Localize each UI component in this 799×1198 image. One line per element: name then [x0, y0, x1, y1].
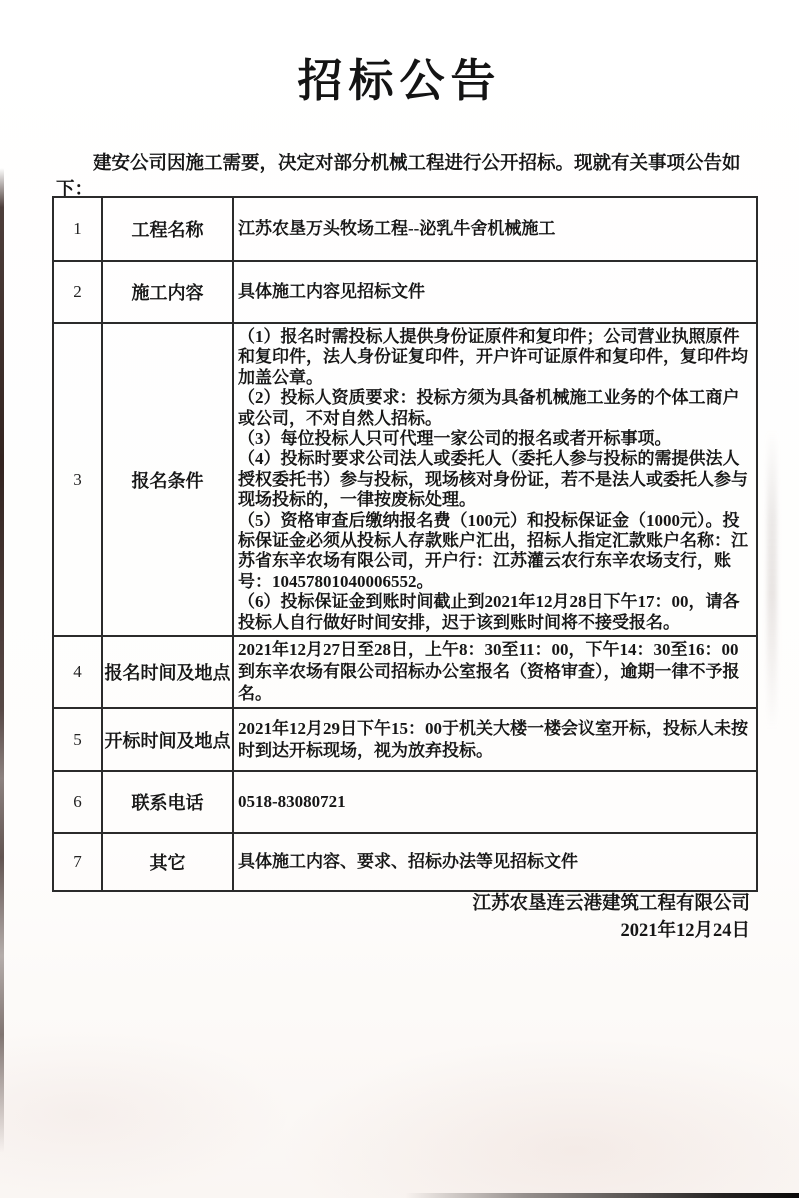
scan-artifact-left-edge: [0, 168, 4, 1153]
row-number: 4: [53, 636, 102, 708]
scan-artifact-right-streak: [767, 430, 777, 730]
row-label: 报名条件: [102, 323, 233, 636]
table-row-registration-conditions: [53, 323, 757, 636]
table-row-construction-content: [53, 261, 757, 323]
announcement-table: [52, 196, 758, 892]
row-number: 3: [53, 323, 102, 636]
footer-date: 2021年12月24日: [620, 921, 750, 941]
condition-item-2: （2）投标人资质要求：投标方须为具备机械施工业务的个体工商户或公司，不对自然人招标。: [238, 388, 740, 428]
row-number: 5: [53, 708, 102, 771]
row-label: 开标时间及地点: [102, 708, 233, 771]
row-content: 2021年12月29日下午15：00于机关大楼一楼会议室开标，投标人未按时到达开标现场，视为放弃投标。: [233, 708, 757, 771]
table-row-other: [53, 833, 757, 891]
table-row-contact-phone: [53, 771, 757, 833]
row-number: 7: [53, 833, 102, 891]
row-label: 施工内容: [102, 261, 233, 323]
row-label: 联系电话: [102, 771, 233, 833]
row-content: 2021年12月27日至28日，上午8：30至11：00，下午14：30至16：00到东辛农场有限公司招标办公室报名（资格审查），逾期一律不予报名。: [233, 636, 757, 708]
page-title: 招标公告: [297, 56, 502, 106]
row-content: [233, 323, 757, 636]
condition-item-5: （5）资格审查后缴纳报名费（100元）和投标保证金（1000元）。投标保证金必须从投标人存款账户汇出，招标人指定汇款账户名称：江苏省东辛农场有限公司，开户行：江苏灌云农行东辛农场支行，账号：10457801040006552。: [238, 510, 748, 591]
intro-paragraph: 建安公司因施工需要，决定对部分机械工程进行公开招标。现就有关事项公告如下：: [56, 154, 741, 200]
row-label: 工程名称: [102, 197, 233, 261]
scan-artifact-bottom-edge: [405, 1193, 799, 1198]
row-label: 其它: [102, 833, 233, 891]
row-content: 江苏农垦万头牧场工程--泌乳牛舍机械施工: [233, 197, 757, 261]
row-number: 2: [53, 261, 102, 323]
table-row-project-name: [53, 197, 757, 261]
condition-item-1: （1）报名时需投标人提供身份证原件和复印件；公司营业执照原件和复印件，法人身份证复印件，开户许可证原件和复印件，复印件均加盖公章。: [238, 327, 748, 387]
table-row-registration-time-place: [53, 636, 757, 708]
row-content: 具体施工内容、要求、招标办法等见招标文件: [233, 833, 757, 891]
row-number: 6: [53, 771, 102, 833]
footer-company: 江苏农垦连云港建筑工程有限公司: [472, 894, 750, 914]
condition-item-4: （4）投标时要求公司法人或委托人（委托人参与投标的需提供法人授权委托书）参与投标，现场核对身份证，若不是法人或委托人参与现场投标的，一律按废标处理。: [238, 449, 748, 510]
condition-item-3: （3）每位投标人只可代理一家公司的报名或者开标事项。: [238, 429, 672, 449]
row-number: 1: [53, 197, 102, 261]
signature-block: [472, 891, 750, 945]
condition-item-6: （6）投标保证金到账时间截止到2021年12月28日下午17：00，请各投标人自行做好时间安排，迟于该到账时间将不接受报名。: [238, 592, 740, 632]
table-row-bid-opening-time-place: [53, 708, 757, 771]
row-content: 0518-83080721: [233, 771, 757, 833]
row-content: 具体施工内容见招标文件: [233, 261, 757, 323]
row-label: 报名时间及地点: [102, 636, 233, 708]
